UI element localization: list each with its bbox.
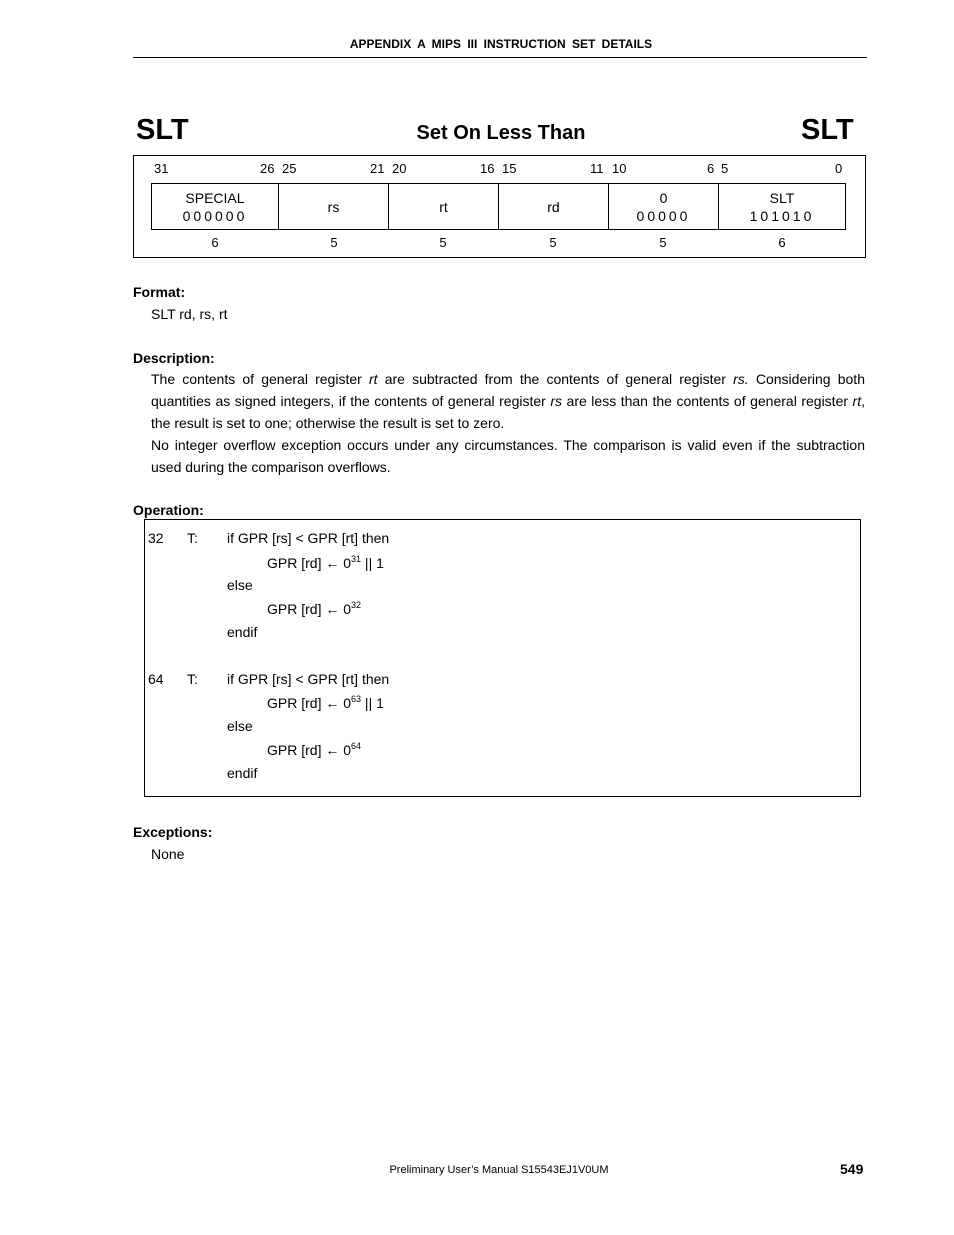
footer-manual: Preliminary User’s Manual S15543EJ1V0UM xyxy=(389,1164,609,1176)
field-rt xyxy=(389,184,499,229)
op-else-assign: GPR [rd] ← $0^{32}$ xyxy=(267,600,362,617)
format-text: SLT rd, rs, rt xyxy=(151,306,228,322)
instruction-name: Set On Less Than xyxy=(416,122,586,144)
description-paragraph-2: No integer overflow exception occurs under any circumstances. The comparison is valid even if the subtraction used during the comparison overflows. xyxy=(151,437,865,475)
field-name: rd xyxy=(547,198,560,215)
op-endif: endif xyxy=(227,624,258,640)
format-heading: Format: xyxy=(133,284,186,300)
op-else: else xyxy=(227,577,253,593)
bit-number: 26 xyxy=(260,161,275,176)
bit-number: 0 xyxy=(835,161,843,176)
field-rd xyxy=(499,184,609,229)
op-else: else xyxy=(227,718,253,734)
field-rs xyxy=(279,184,389,229)
operation-heading: Operation: xyxy=(133,502,204,518)
op-else-assign: GPR [rd] ← $0^{64}$ xyxy=(267,741,362,758)
field-name: rs xyxy=(327,198,340,215)
page-number: 549 xyxy=(840,1161,864,1177)
op-condition: if GPR [rs] < GPR [rt] then xyxy=(227,530,390,546)
mnemonic-left: SLT xyxy=(136,114,189,146)
op-bits-64: 64 xyxy=(148,671,164,687)
bit-number: 10 xyxy=(612,161,627,176)
field-width: 5 xyxy=(330,235,338,250)
operation-box xyxy=(144,519,861,797)
bit-number: 15 xyxy=(502,161,517,176)
field-code: 00000 xyxy=(636,207,691,224)
exceptions-heading: Exceptions: xyxy=(133,824,213,840)
op-timing: T: xyxy=(187,671,198,687)
op-then: GPR [rd] ← $0^{31}$ || 1 xyxy=(267,554,384,571)
field-name: SLT xyxy=(769,189,795,206)
op-timing: T: xyxy=(187,530,198,546)
bit-number: 31 xyxy=(154,161,169,176)
field-width: 5 xyxy=(549,235,557,250)
field-width: 5 xyxy=(659,235,667,250)
bit-number: 6 xyxy=(707,161,715,176)
bit-number: 25 xyxy=(282,161,297,176)
bit-number: 20 xyxy=(392,161,407,176)
field-name: SPECIAL xyxy=(185,189,245,206)
running-header: APPENDIX A MIPS III INSTRUCTION SET DETAILS xyxy=(349,37,653,51)
field-code: 000000 xyxy=(182,207,248,224)
exceptions-text: None xyxy=(151,846,185,862)
field-name: rt xyxy=(439,198,448,215)
op-condition: if GPR [rs] < GPR [rt] then xyxy=(227,671,390,687)
bit-number: 5 xyxy=(721,161,729,176)
field-code: 101010 xyxy=(749,207,815,224)
op-endif: endif xyxy=(227,765,258,781)
op-then: GPR [rd] ← $0^{63}$ || 1 xyxy=(267,694,384,711)
mnemonic-right: SLT xyxy=(801,114,854,146)
description-paragraph-1: The contents of general register rt are subtracted from the contents of general register rs. Considering both quantities as signed integers, if the contents of general register rs are less than the contents of general register rt, the result is set to one; otherwise the result is set to zero. xyxy=(151,371,865,431)
field-width: 6 xyxy=(778,235,786,250)
field-width: 5 xyxy=(439,235,447,250)
bit-number: 16 xyxy=(480,161,495,176)
field-function xyxy=(719,184,845,229)
field-shamt xyxy=(609,184,719,229)
field-name: 0 xyxy=(659,189,668,206)
bit-number: 11 xyxy=(590,161,604,176)
op-bits-32: 32 xyxy=(148,530,164,546)
field-row xyxy=(151,183,846,230)
field-special xyxy=(152,184,279,229)
field-width: 6 xyxy=(211,235,219,250)
description-heading: Description: xyxy=(133,350,215,366)
bit-number: 21 xyxy=(370,161,385,176)
header-rule xyxy=(133,57,867,58)
